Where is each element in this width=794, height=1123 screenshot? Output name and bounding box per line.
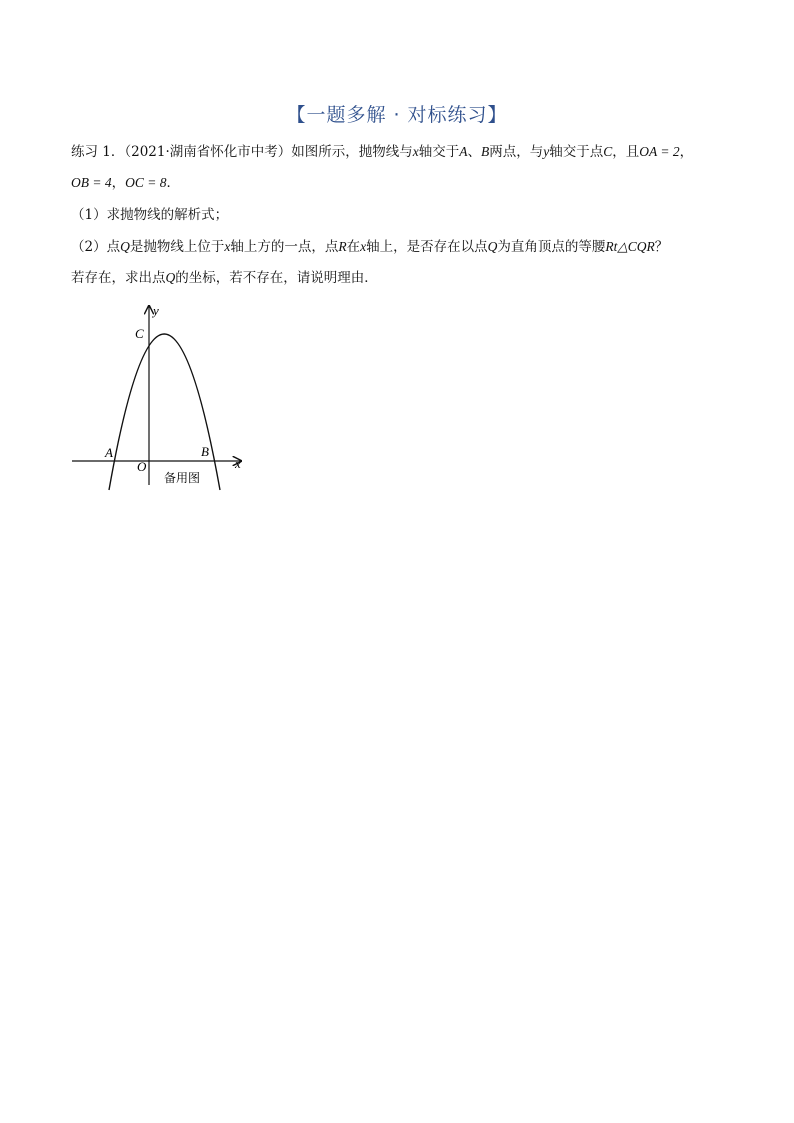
text: 轴上方的一点，点 xyxy=(230,239,339,255)
var-a: A xyxy=(459,144,468,159)
parabola-diagram xyxy=(68,300,258,500)
var-x: x xyxy=(412,144,419,159)
part-1: （1）求抛物线的解析式； xyxy=(71,207,229,223)
point-b-label: B xyxy=(201,444,209,459)
section-title: 【一题多解 · 对标练习】 xyxy=(286,104,508,126)
text: 的坐标，若不存在，请说明理由． xyxy=(175,270,378,286)
var-r: R xyxy=(338,239,347,254)
text: 若存在，求出点 xyxy=(71,270,166,286)
var-b: B xyxy=(481,144,490,159)
text: 轴交于 xyxy=(418,144,460,160)
var-q: Q xyxy=(120,239,130,254)
text: ． xyxy=(166,175,180,191)
text: 两点，与 xyxy=(489,144,544,160)
text: 轴上，是否存在以点 xyxy=(366,239,488,255)
eq-ob: OB = 4 xyxy=(71,175,112,190)
text: ，且 xyxy=(612,144,640,160)
point-c-label: C xyxy=(135,326,144,341)
parabola-figure xyxy=(68,300,258,504)
var-q: Q xyxy=(487,239,498,254)
problem-statement-line-2 xyxy=(71,173,180,193)
text: （2）点 xyxy=(71,239,121,255)
y-axis-label: y xyxy=(153,303,159,318)
figure-caption: 备用图 xyxy=(164,471,201,485)
var-q: Q xyxy=(165,270,176,285)
origin-label: O xyxy=(137,459,147,474)
text: 、 xyxy=(467,144,482,160)
text: ， xyxy=(679,144,694,160)
eq-oc: OC = 8 xyxy=(125,175,167,190)
triangle-label: Rt△CQR xyxy=(605,239,655,254)
var-y: y xyxy=(543,144,550,159)
var-x: x xyxy=(224,239,231,254)
text: 是抛物线上位于 xyxy=(129,239,225,255)
point-a-label: A xyxy=(105,445,113,460)
var-c: C xyxy=(603,144,613,159)
text: ？ xyxy=(654,239,669,255)
text: ， xyxy=(111,175,126,191)
part-2-line-1 xyxy=(71,237,668,257)
text: 为直角顶点的等腰 xyxy=(497,239,606,255)
text: 轴交于点 xyxy=(549,144,604,160)
text: 练习 1．（2021·湖南省怀化市中考）如图所示，抛物线与 xyxy=(71,144,413,160)
eq-oa: OA = 2 xyxy=(639,144,680,159)
part-2-line-2 xyxy=(71,268,378,288)
problem-statement-line-1 xyxy=(71,142,693,162)
parabola-curve xyxy=(109,334,220,490)
x-axis-label: x xyxy=(235,456,241,471)
text: 在 xyxy=(346,239,361,255)
var-x: x xyxy=(360,239,367,254)
